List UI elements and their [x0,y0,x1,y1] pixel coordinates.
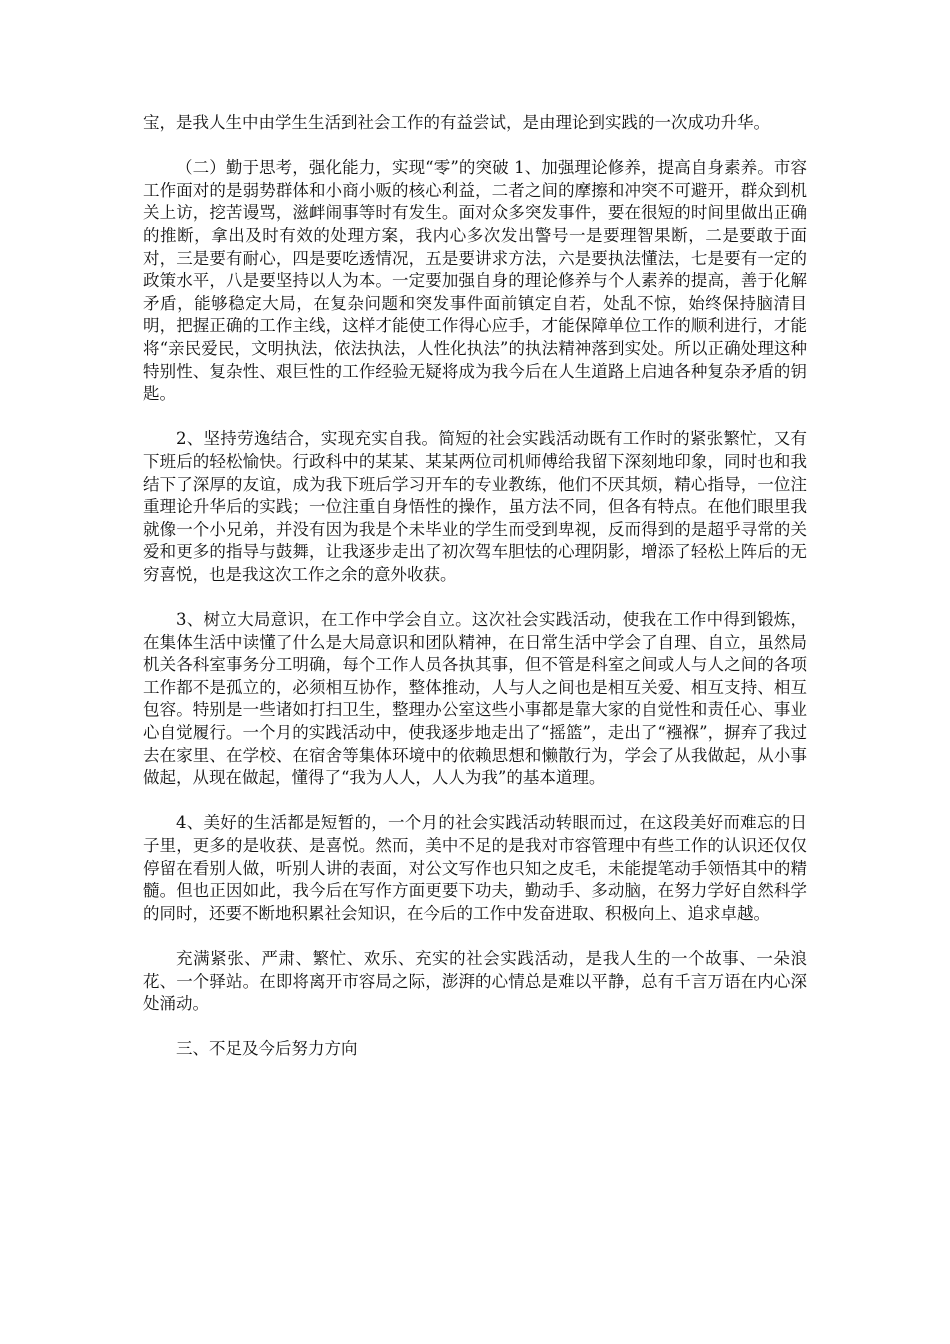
paragraph-point-2: 2、坚持劳逸结合，实现充实自我。简短的社会实践活动既有工作时的紧张繁忙，又有下班后的轻松愉快。行政科中的某某、某某两位司机师傅给我留下深刻地印象，同时也和我结下了深厚的友谊，成为我下班后学习开车的专业教练，他们不厌其烦，精心指导，一位注重理论升华后的实践；一位注重自身悟性的操作，虽方法不同，但各有特点。在他们眼里我就像一个小兄弟，并没有因为我是个未毕业的学生而受到卑视，反而得到的是超乎寻常的关爱和更多的指导与鼓舞，让我逐步走出了初次驾车胆怯的心理阴影，增添了轻松上阵后的无穷喜悦，也是我这次工作之余的意外收获。 [143,429,807,584]
document-page [143,112,807,1084]
paragraph-summary: 充满紧张、严肃、繁忙、欢乐、充实的社会实践活动，是我人生的一个故事、一朵浪花、一个驿站。在即将离开市容局之际，澎湃的心情总是难以平静，总有千言万语在内心深处涌动。 [143,948,807,1014]
paragraph-section-two: （二）勤于思考，强化能力，实现“零”的突破 1、加强理论修养，提高自身素养。市容工作面对的是弱势群体和小商小贩的核心利益，二者之间的摩擦和冲突不可避开，群众到机关上访，挖苦谩骂，滋衅闹事等时有发生。面对众多突发事件，要在很短的时间里做出正确的推断，拿出及时有效的处理方案，我内心多次发出警号一是要理智果断，二是要敢于面对，三是要有耐心，四是要吃透情况，五是要讲求方法，六是要执法懂法，七是要有一定的政策水平，八是要坚持以人为本。一定要加强自身的理论修养与个人素养的提高，善于化解矛盾，能够稳定大局，在复杂问题和突发事件面前镇定自若，处乱不惊，始终保持脑清目明，把握正确的工作主线，这样才能使工作得心应手，才能保障单位工作的顺利进行，才能将“亲民爱民，文明执法，依法执法，人性化执法”的执法精神落到实处。所以正确处理这种特别性、复杂性、艰巨性的工作经验无疑将成为我今后在人生道路上启迪各种复杂矛盾的钥匙。 [143,158,807,404]
paragraph-point-4: 4、美好的生活都是短暂的，一个月的社会实践活动转眼而过，在这段美好而难忘的日子里，更多的是收获、是喜悦。然而，美中不足的是我对市容管理中有些工作的认识还仅仅停留在看别人做，听别人讲的表面，对公文写作也只知之皮毛，未能提笔动手领悟其中的精髓。但也正因如此，我今后在写作方面更要下功夫，勤动手、多动脑，在努力学好自然科学的同时，还要不断地积累社会知识，在今后的工作中发奋进取、积极向上、追求卓越。 [143,813,807,923]
paragraph-point-3: 3、树立大局意识，在工作中学会自立。这次社会实践活动，使我在工作中得到锻炼，在集体生活中读懂了什么是大局意识和团队精神，在日常生活中学会了自理、自立，虽然局机关各科室事务分工明确，每个工作人员各执其事，但不管是科室之间或人与人之间的各项工作都不是孤立的，必须相互协作，整体推动，人与人之间也是相互关爱、相互支持、相互包容。特别是一些诸如打扫卫生，整理办公室这些小事都是靠大家的自觉性和责任心、事业心自觉履行。一个月的实践活动中，使我逐步地走出了“摇篮”，走出了“襁褓”，摒弃了我过去在家里、在学校、在宿舍等集体环境中的依赖思想和懒散行为，学会了从我做起，从小事做起，从现在做起，懂得了“我为人人，人人为我”的基本道理。 [143,610,807,788]
paragraph-continuation: 宝，是我人生中由学生生活到社会工作的有益尝试，是由理论到实践的一次成功升华。 [143,113,770,132]
section-heading-three: 三、不足及今后努力方向 [176,1039,358,1059]
